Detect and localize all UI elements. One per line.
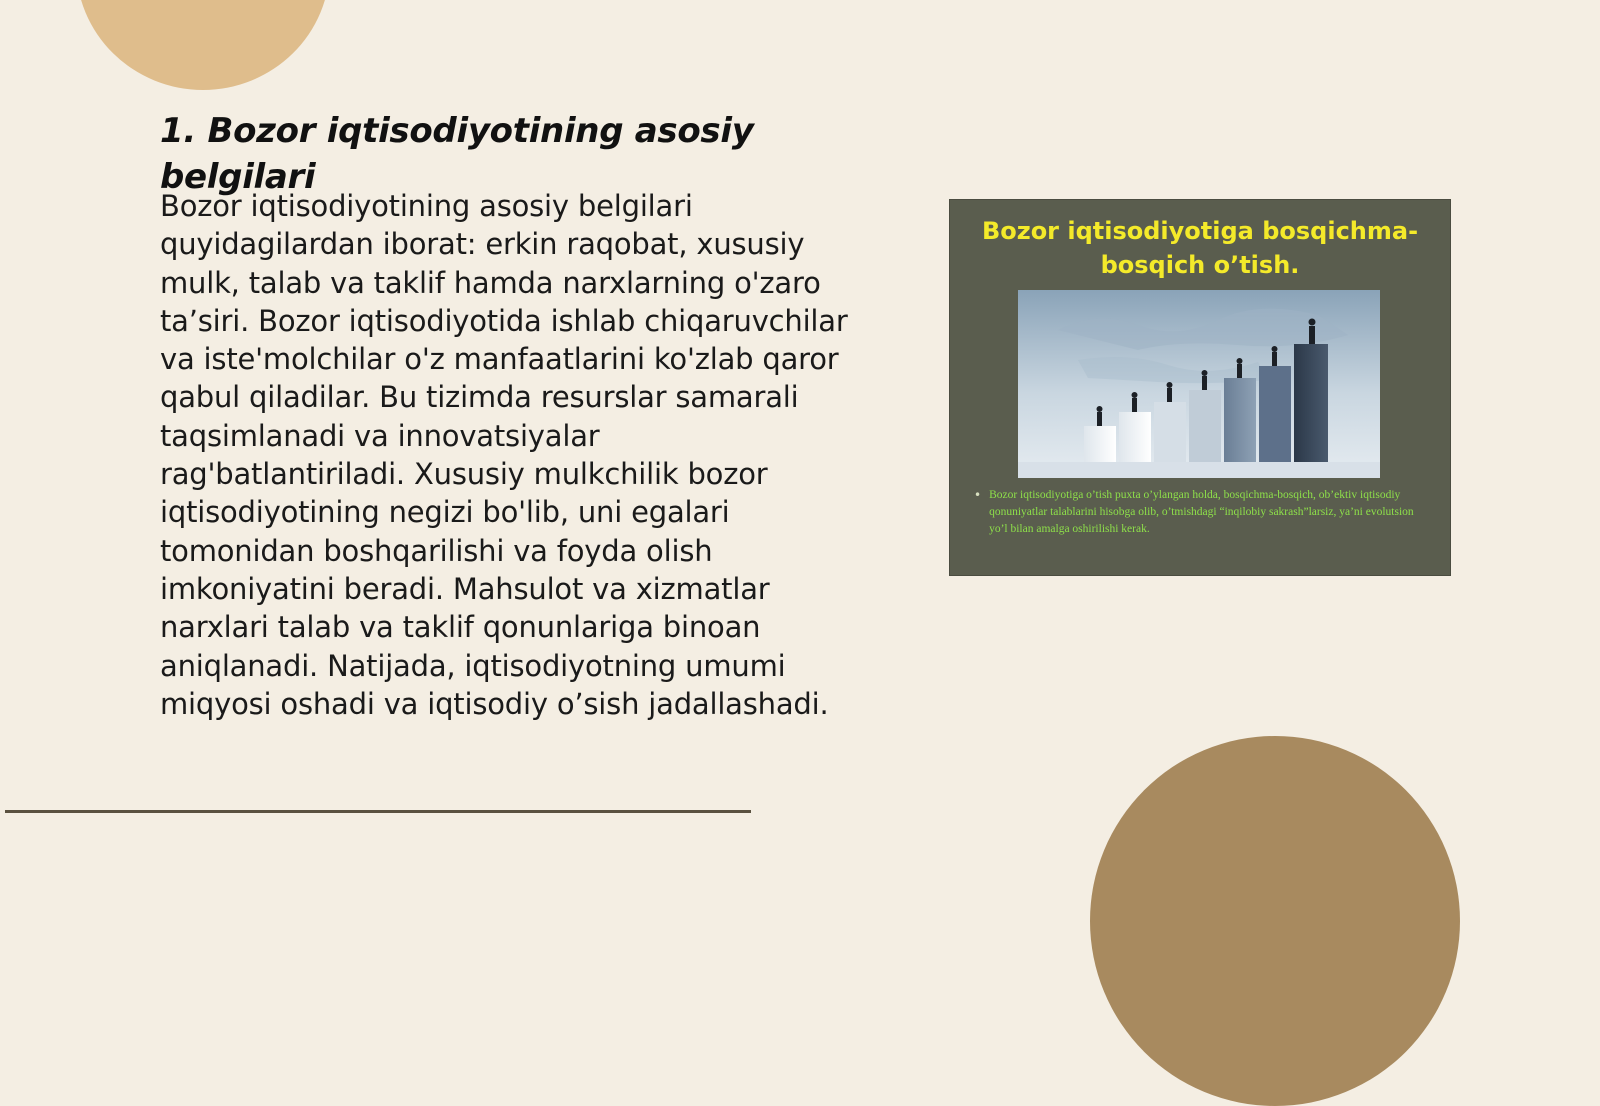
staircase-bar-photo: [1018, 290, 1380, 478]
slide-body-text: Bozor iqtisodiyotining asosiy belgilari quyidagilardan iborat: erkin raqobat, xususiy mulk, talab va taklif hamda narxlarning o'zaro ta’siri. Bozor iqtisodiyotida ishlab chiqaruvchilar va iste'molchilar o'z manfaatlarini ko'zlab qaror qabul qiladilar. Bu tizimda resurslar samarali taqsimlanadi va innovatsiyalar rag'batlantiriladi. Xususiy mulkchilik bozor iqtisodiyotining negizi bo'lib, uni egalari tomonidan boshqarilishi va foyda olish imkoniyatini beradi. Mahsulot va xizmatlar narxlari talab va taklif qonunlariga binoan aniqlanadi. Natijada, iqtisodiyotning umumi miqyosi oshadi va iqtisodiy o’sish jadallashadi.: [160, 189, 848, 721]
embedded-bullet-text: Bozor iqtisodiyotiga o’tish puxta o’ylangan holda, bosqichma-bosqich, ob’ektiv iqtisodiy qonuniyatlar talablarini hisobga olib, o’tmishdagi “inqilobiy sakrash”larsiz, ya’ni evolutsion yo’l bilan amalga oshirilishi kerak.: [989, 489, 1414, 535]
embedded-slide-image: [950, 200, 1450, 575]
divider-line: [5, 810, 751, 813]
embedded-bullet-item: [974, 487, 1424, 538]
slide-title: 1. Bozor iqtisodiyotining asosiy belgilari: [160, 111, 754, 197]
decorative-circle-bottom: [1090, 736, 1460, 1106]
bullet-dot-icon: •: [974, 488, 982, 502]
embedded-slide-title: Bozor iqtisodiyotiga bosqichma-bosqich o’tish.: [981, 217, 1419, 279]
decorative-circle-top: [76, 0, 330, 90]
